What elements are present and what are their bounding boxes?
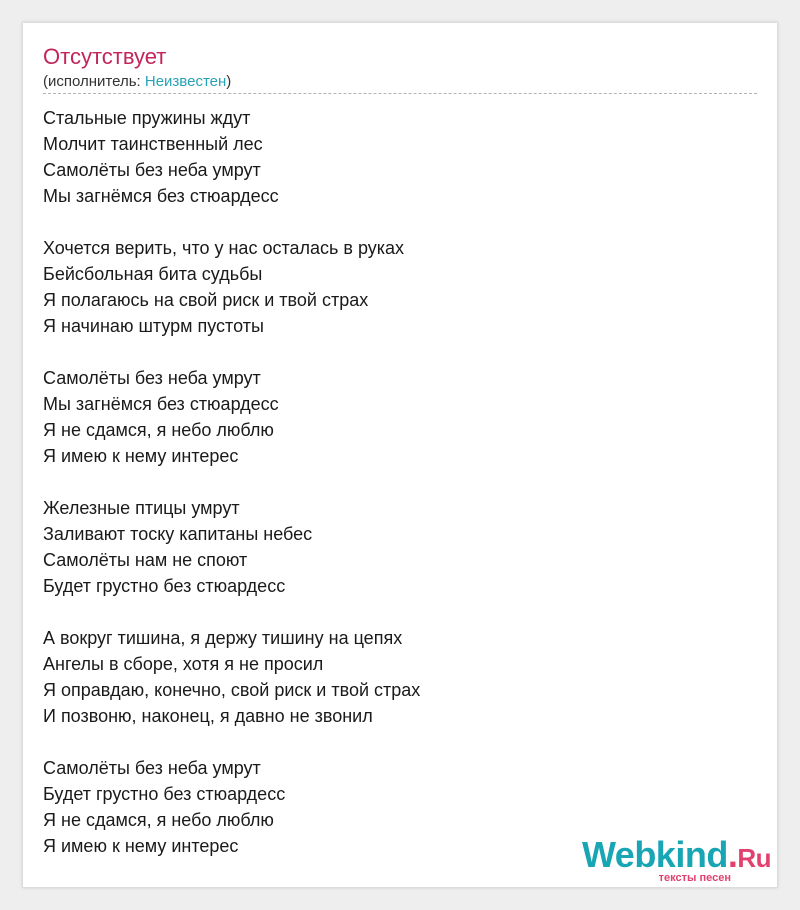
lyrics-line: Ангелы в сборе, хотя я не просил <box>43 654 324 674</box>
lyrics-line: Я не сдамся, я небо люблю <box>43 420 274 440</box>
lyrics-card <box>22 22 778 888</box>
lyrics-line: Самолёты нам не споют <box>43 550 248 570</box>
lyrics-line: Стальные пружины ждут <box>43 108 251 128</box>
lyrics-line: Я полагаюсь на свой риск и твой страх <box>43 290 369 310</box>
lyrics-line: Самолёты без неба умрут <box>43 368 261 388</box>
lyrics-stanza <box>43 235 420 339</box>
lyrics-stanza <box>43 755 420 859</box>
lyrics-line: Железные птицы умрут <box>43 498 240 518</box>
performer-line <box>43 73 231 91</box>
lyrics-line: Я не сдамся, я небо люблю <box>43 810 274 830</box>
performer-suffix: ) <box>226 73 232 90</box>
logo-tld: Ru <box>737 843 771 873</box>
lyrics-stanza <box>43 105 420 209</box>
lyrics-line: Мы загнёмся без стюардесс <box>43 186 279 206</box>
lyrics-line: И позвоню, наконец, я давно не звонил <box>43 706 373 726</box>
lyrics-line: Хочется верить, что у нас осталась в руках <box>43 238 405 258</box>
title-divider <box>43 93 757 94</box>
lyrics-line: А вокруг тишина, я держу тишину на цепях <box>43 628 403 648</box>
lyrics-line: Я имею к нему интерес <box>43 446 239 466</box>
lyrics-line: Самолёты без неба умрут <box>43 160 261 180</box>
webkind-logo[interactable] <box>581 834 771 884</box>
lyrics-text <box>43 105 420 885</box>
lyrics-stanza <box>43 365 420 469</box>
logo-wordmark <box>581 834 771 876</box>
song-title: Отсутствует <box>43 44 167 69</box>
lyrics-line: Я начинаю штурм пустоты <box>43 316 264 336</box>
lyrics-stanza <box>43 625 420 729</box>
performer-prefix: (исполнитель: <box>43 73 145 90</box>
lyrics-line: Мы загнёмся без стюардесс <box>43 394 279 414</box>
logo-name: Webkind <box>581 834 728 875</box>
lyrics-line: Я имею к нему интерес <box>43 836 239 856</box>
lyrics-stanza <box>43 495 420 599</box>
lyrics-line: Я оправдаю, конечно, свой риск и твой страх <box>43 680 421 700</box>
lyrics-line: Заливают тоску капитаны небес <box>43 524 313 544</box>
lyrics-line: Молчит таинственный лес <box>43 134 263 154</box>
lyrics-line: Бейсбольная бита судьбы <box>43 264 263 284</box>
lyrics-line: Будет грустно без стюардесс <box>43 784 286 804</box>
logo-tagline: тексты песен <box>658 872 731 884</box>
performer-name-link[interactable]: Неизвестен <box>144 73 227 90</box>
lyrics-line: Будет грустно без стюардесс <box>43 576 286 596</box>
lyrics-line: Самолёты без неба умрут <box>43 758 261 778</box>
logo-dot: . <box>727 834 738 875</box>
